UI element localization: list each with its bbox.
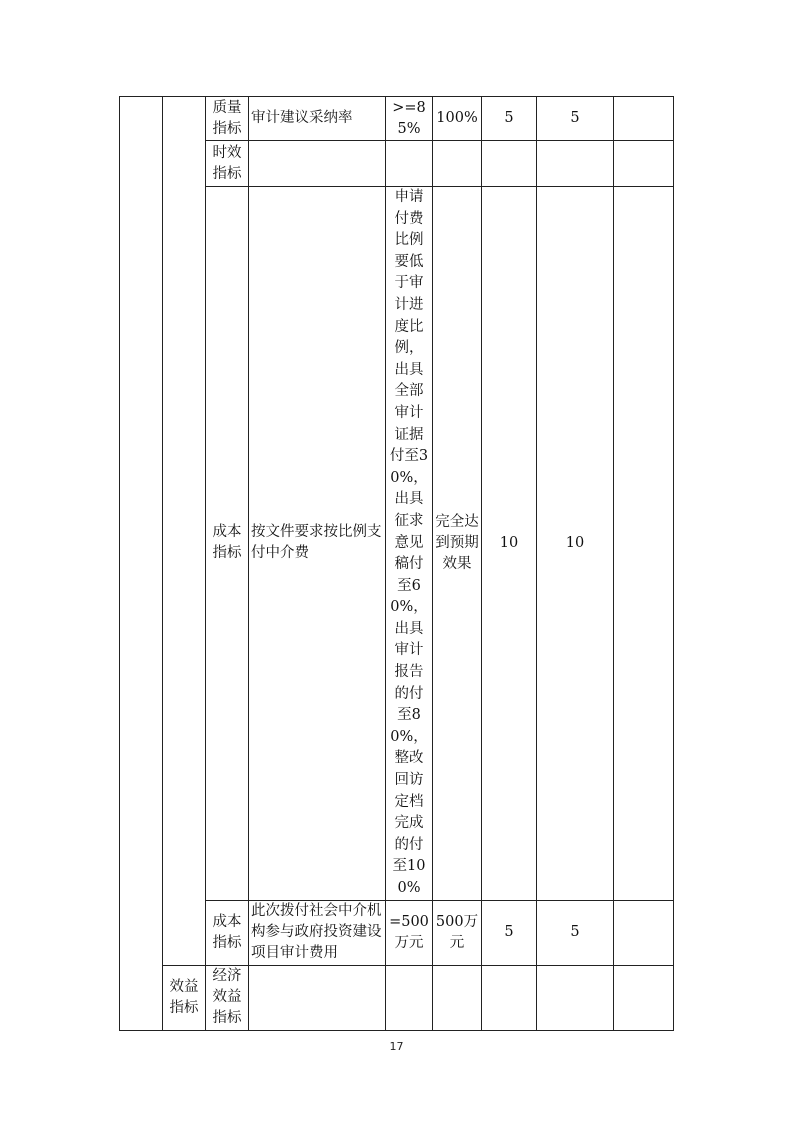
level2-cell-benefit: 效益指标 (163, 965, 206, 1030)
weight-cell (482, 965, 537, 1030)
target-cell: >=85% (386, 97, 433, 141)
remark-cell (614, 965, 674, 1030)
category-cell: 成本指标 (206, 900, 249, 965)
table-row-economic (120, 965, 674, 1030)
score-cell: 5 (537, 900, 614, 965)
actual-cell: 完全达到预期效果 (433, 187, 482, 901)
indicator-cell (249, 141, 386, 187)
weight-cell: 5 (482, 900, 537, 965)
remark-cell (614, 97, 674, 141)
target-cell (386, 141, 433, 187)
weight-cell: 5 (482, 97, 537, 141)
target-cell (386, 965, 433, 1030)
score-cell: 5 (537, 97, 614, 141)
indicator-cell: 此次拨付社会中介机构参与政府投资建设项目审计费用 (249, 900, 386, 965)
category-cell: 质量指标 (206, 97, 249, 141)
actual-cell (433, 965, 482, 1030)
indicator-cell (249, 965, 386, 1030)
target-cell: =500万元 (386, 900, 433, 965)
weight-cell (482, 141, 537, 187)
page-number: 17 (389, 1040, 404, 1053)
level1-cell (120, 97, 163, 1031)
category-cell: 时效指标 (206, 141, 249, 187)
score-cell (537, 965, 614, 1030)
indicator-cell: 按文件要求按比例支付中介费 (249, 187, 386, 901)
level2-cell-output (163, 97, 206, 966)
remark-cell (614, 187, 674, 901)
actual-cell: 100% (433, 97, 482, 141)
remark-cell (614, 141, 674, 187)
actual-cell (433, 141, 482, 187)
category-cell: 经济效益指标 (206, 965, 249, 1030)
table-row-quality (120, 97, 674, 141)
category-cell: 成本指标 (206, 187, 249, 901)
indicator-cell: 审计建议采纳率 (249, 97, 386, 141)
score-cell: 10 (537, 187, 614, 901)
score-cell (537, 141, 614, 187)
actual-cell: 500万元 (433, 900, 482, 965)
weight-cell: 10 (482, 187, 537, 901)
performance-indicator-table (119, 96, 674, 1031)
remark-cell (614, 900, 674, 965)
target-cell: 申请付费比例要低于审计进度比例，出具全部审计证据付至30%，出具征求意见稿付至60%，出具审计报告的付至80%，整改回访定档完成的付至100% (386, 187, 433, 901)
